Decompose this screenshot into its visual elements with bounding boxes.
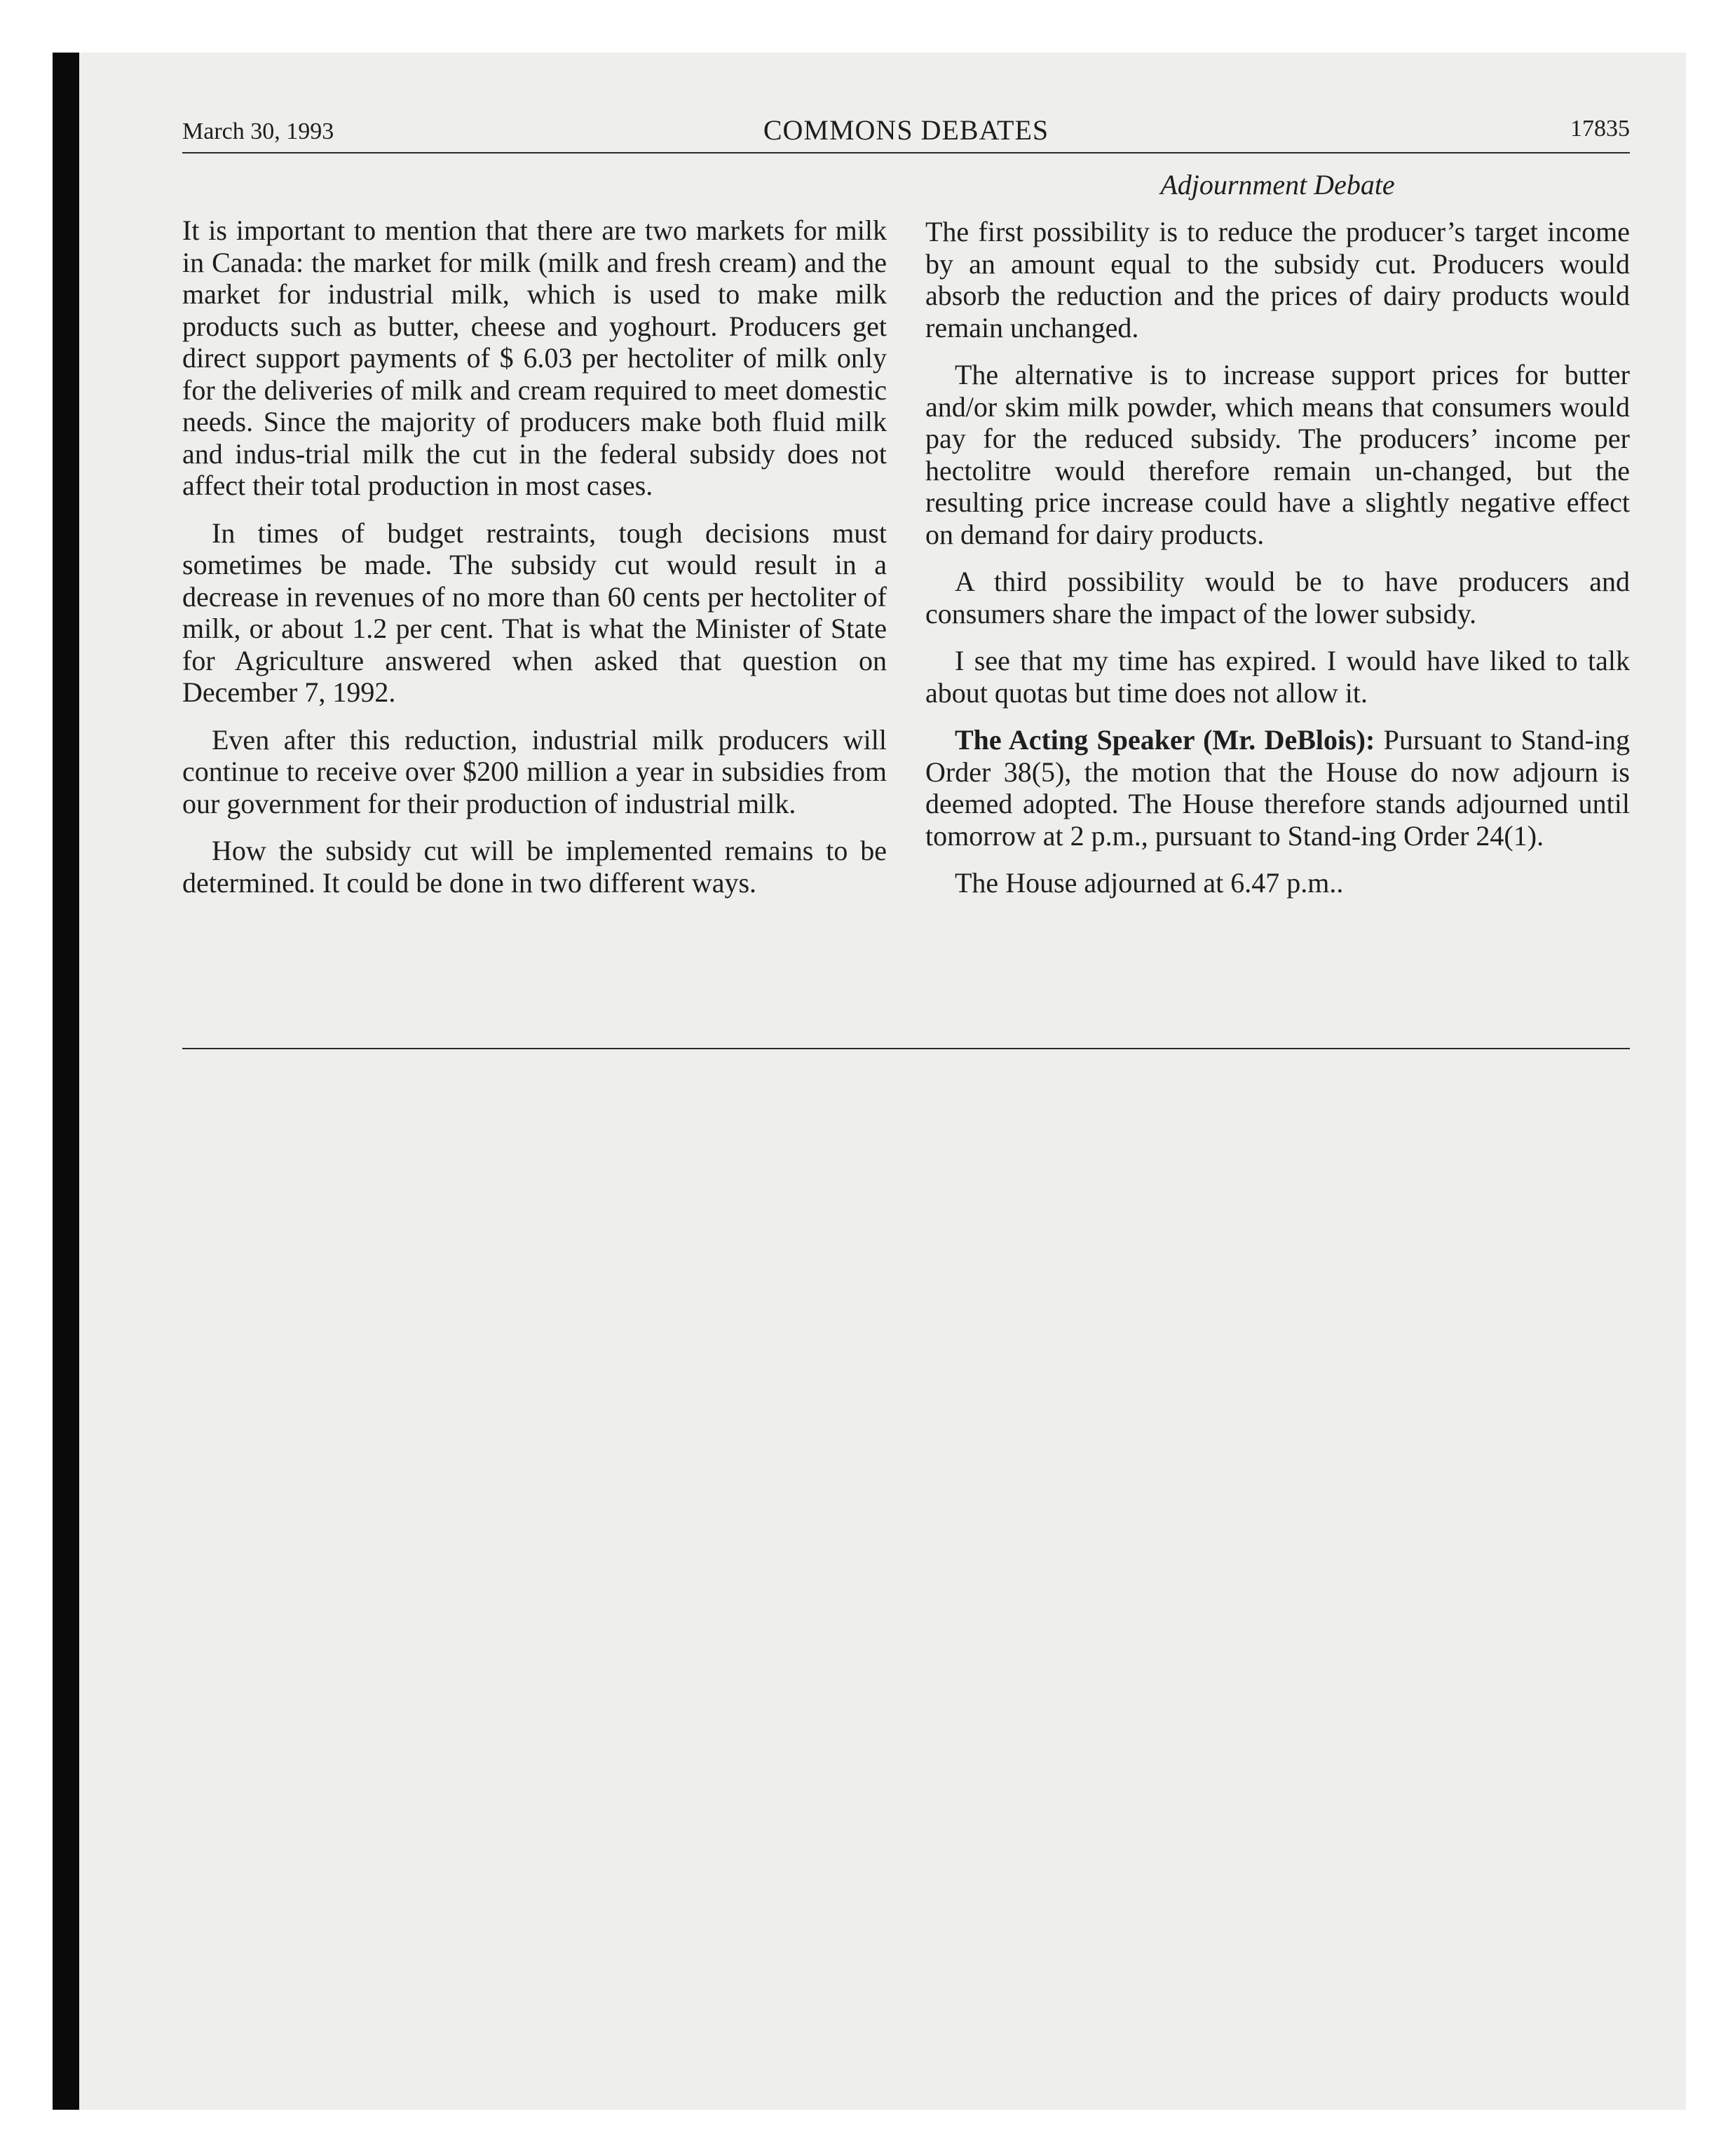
- paragraph: Even after this reduction, industrial milk producers will continue to receive over $200 million a year in subsidies from our government for their production of industrial milk.: [182, 723, 887, 819]
- header-date: March 30, 1993: [182, 118, 334, 144]
- right-column: [925, 169, 1630, 915]
- two-column-body: [182, 169, 1630, 957]
- page-header: [182, 116, 1630, 153]
- left-column: [182, 214, 887, 914]
- section-title: Adjournment Debate: [1160, 169, 1395, 200]
- bottom-rule: [182, 1048, 1630, 1049]
- speaker-name: The Acting Speaker (Mr. DeBlois):: [955, 724, 1375, 756]
- scanned-page: [53, 53, 1686, 2110]
- header-title: COMMONS DEBATES: [763, 114, 1049, 146]
- page-number: 17835: [1570, 116, 1630, 142]
- paragraph: I see that my time has expired. I would have liked to talk about quotas but time does not allow it.: [925, 645, 1630, 709]
- paragraph: The first possibility is to reduce the producer’s target income by an amount equal to the subsidy cut. Producers would absorb the reduction and the prices of dairy products would remain unchanged.: [925, 216, 1630, 343]
- binding-edge: [53, 53, 79, 2110]
- speaker-paragraph: [925, 724, 1630, 852]
- paragraph: In times of budget restraints, tough decisions must sometimes be made. The subsidy cut would result in a decrease in revenues of no more than 60 cents per hectoliter of milk, or about 1.2 per cent. That is what the Minister of State for Agriculture answered when asked that question on December 7, 1992.: [182, 517, 887, 708]
- paragraph: A third possibility would be to have producers and consumers share the impact of the lower subsidy.: [925, 566, 1630, 629]
- document-sheet: [182, 116, 1630, 957]
- paragraph: It is important to mention that there are two markets for milk in Canada: the market for milk (milk and fresh cream) and the market for industrial milk, which is used to make milk products such as butter, cheese and yoghourt. Producers get direct support payments of $ 6.03 per hectoliter of milk only for the deliveries of milk and cream required to meet domestic needs. Since the majority of producers make both fluid milk and indus-trial milk the cut in the federal subsidy does not affect their total production in most cases.: [182, 214, 887, 501]
- closing-line: The House adjourned at 6.47 p.m..: [955, 867, 1344, 899]
- speaker-text: Pursuant to Stand-ing Order 38(5), the motion that the House do now adjourn is deemed adopted. The House therefore stands adjourned until tomorrow at 2 p.m., pursuant to Stand-ing Order 24(1).: [925, 724, 1630, 852]
- paragraph: How the subsidy cut will be implemented remains to be determined. It could be done in two different ways.: [182, 835, 887, 899]
- paragraph: The alternative is to increase support prices for butter and/or skim milk powder, which means that consumers would pay for the reduced subsidy. The producers’ income per hectolitre would therefore remain un-changed, but the resulting price increase could have a slightly negative effect on demand for dairy products.: [925, 359, 1630, 550]
